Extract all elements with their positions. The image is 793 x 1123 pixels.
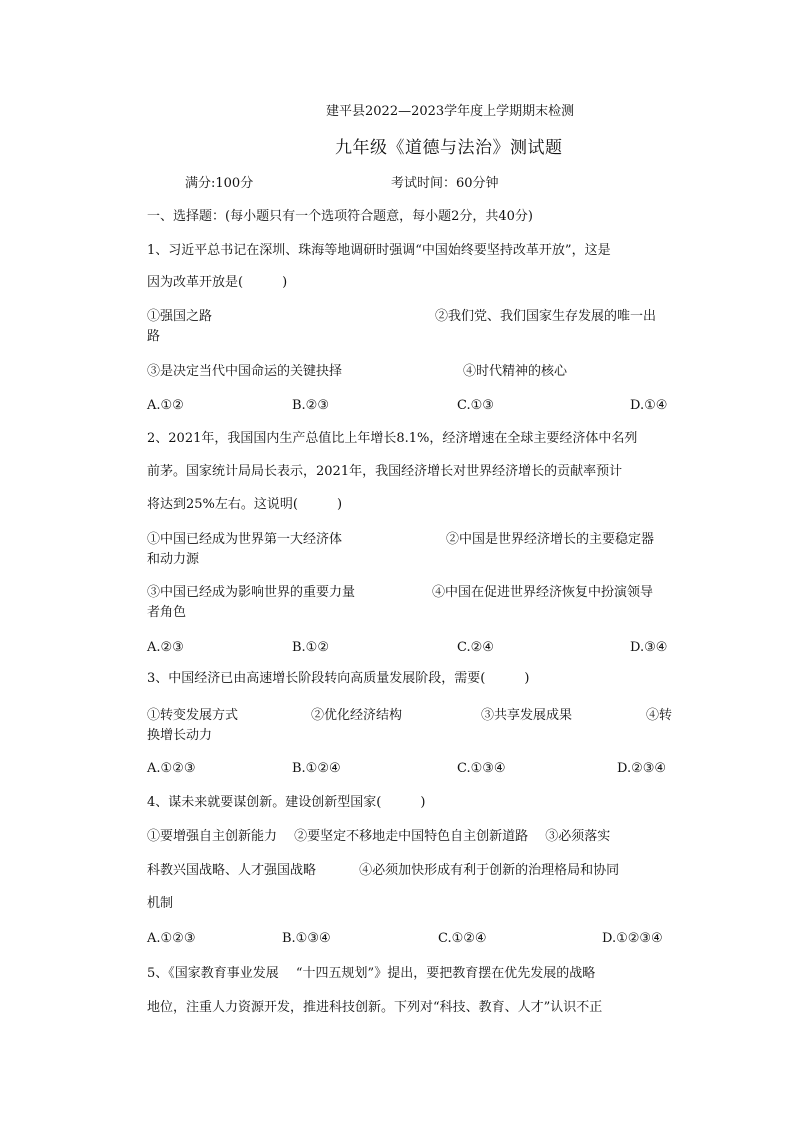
q3-choice-b: B.①②④ (292, 761, 341, 776)
q1-option-1: ①强国之路 (147, 309, 213, 324)
q2-choice-d: D.③④ (630, 640, 668, 655)
q1-choice-b: B.②③ (292, 398, 329, 413)
q3-option-4-cont: 换增长动力 (147, 728, 213, 743)
q1-stem-line1: 1、习近平总书记在深圳、珠海等地调研时强调“中国始终要坚持改革开放”，这是 (147, 243, 611, 258)
q1-option-3: ③是决定当代中国命运的关键抉择 (147, 364, 343, 379)
q2-stem-line2: 前茅。国家统计局局长表示，2021年，我国经济增长对世界经济增长的贡献率预计 (147, 464, 623, 479)
q3-option-1: ①转变发展方式 (147, 708, 239, 723)
q2-option-2-cont: 和动力源 (147, 552, 200, 567)
section-heading: 一、选择题：(每小题只有一个选项符合题意，每小题2分，共40分) (147, 209, 533, 224)
q2-option-4: ④中国在促进世界经济恢复中扮演领导 (432, 585, 654, 600)
q2-option-1: ①中国已经成为世界第一大经济体 (147, 532, 343, 547)
q3-stem-line1: 3、中国经济已由高速增长阶段转向高质量发展阶段，需要( ) (147, 671, 530, 686)
q3-choice-c: C.①③④ (457, 761, 506, 776)
q2-option-4-cont: 者角色 (147, 605, 187, 620)
exam-time: 考试时间：60分钟 (391, 176, 499, 191)
q1-choice-a: A.①② (147, 398, 184, 413)
q4-choice-c: C.①②④ (438, 931, 487, 946)
q2-option-2: ②中国是世界经济增长的主要稳定器 (446, 532, 655, 547)
q3-choice-d: D.②③④ (617, 761, 667, 776)
q2-stem-line1: 2、2021年，我国国内生产总值比上年增长8.1%，经济增速在全球主要经济体中名列 (147, 431, 638, 446)
q4-choice-a: A.①②③ (147, 931, 196, 946)
q4-options-line2: 科教兴国战略、人才强国战略 ④必须加快形成有利于创新的治理格局和协同 (147, 863, 620, 878)
exam-header-title: 建平县2022—2023学年度上学期期末检测 (326, 104, 575, 119)
q1-option-2: ②我们党、我们国家生存发展的唯一出 (435, 309, 657, 324)
q4-choice-d: D.①②③④ (602, 931, 663, 946)
full-score: 满分:100分 (185, 176, 254, 191)
exam-subject-title: 九年级《道德与法治》测试题 (335, 138, 563, 158)
q1-stem-line2: 因为改革开放是( ) (147, 275, 288, 290)
q3-option-4: ④转 (646, 708, 673, 723)
q4-stem-line1: 4、谋未来就要谋创新。建设创新型国家( ) (147, 795, 426, 810)
q2-option-3: ③中国已经成为影响世界的重要力量 (147, 585, 356, 600)
q1-option-4: ④时代精神的核心 (463, 364, 568, 379)
q1-choice-c: C.①③ (457, 398, 494, 413)
q5-stem-line1: 5、《国家教育事业发展 “十四五规划”》提出，要把教育摆在优先发展的战略 (147, 966, 596, 981)
q4-options-line1: ①要增强自主创新能力 ②要坚定不移地走中国特色自主创新道路 ③必须落实 (147, 829, 611, 844)
q3-choice-a: A.①②③ (147, 761, 196, 776)
q4-choice-b: B.①③④ (282, 931, 331, 946)
q2-stem-line3: 将达到25%左右。这说明( ) (147, 497, 343, 512)
q3-option-2: ②优化经济结构 (311, 708, 403, 723)
q1-choice-d: D.①④ (630, 398, 668, 413)
q2-choice-b: B.①② (292, 640, 329, 655)
q1-option-2-cont: 路 (147, 329, 161, 344)
q5-stem-line2: 地位，注重人力资源开发，推进科技创新。下列对“科技、教育、人才”认识不正 (147, 1000, 603, 1015)
q3-option-3: ③共享发展成果 (481, 708, 573, 723)
q4-options-line3: 机制 (147, 896, 174, 911)
q2-choice-c: C.②④ (457, 640, 494, 655)
q2-choice-a: A.②③ (147, 640, 184, 655)
